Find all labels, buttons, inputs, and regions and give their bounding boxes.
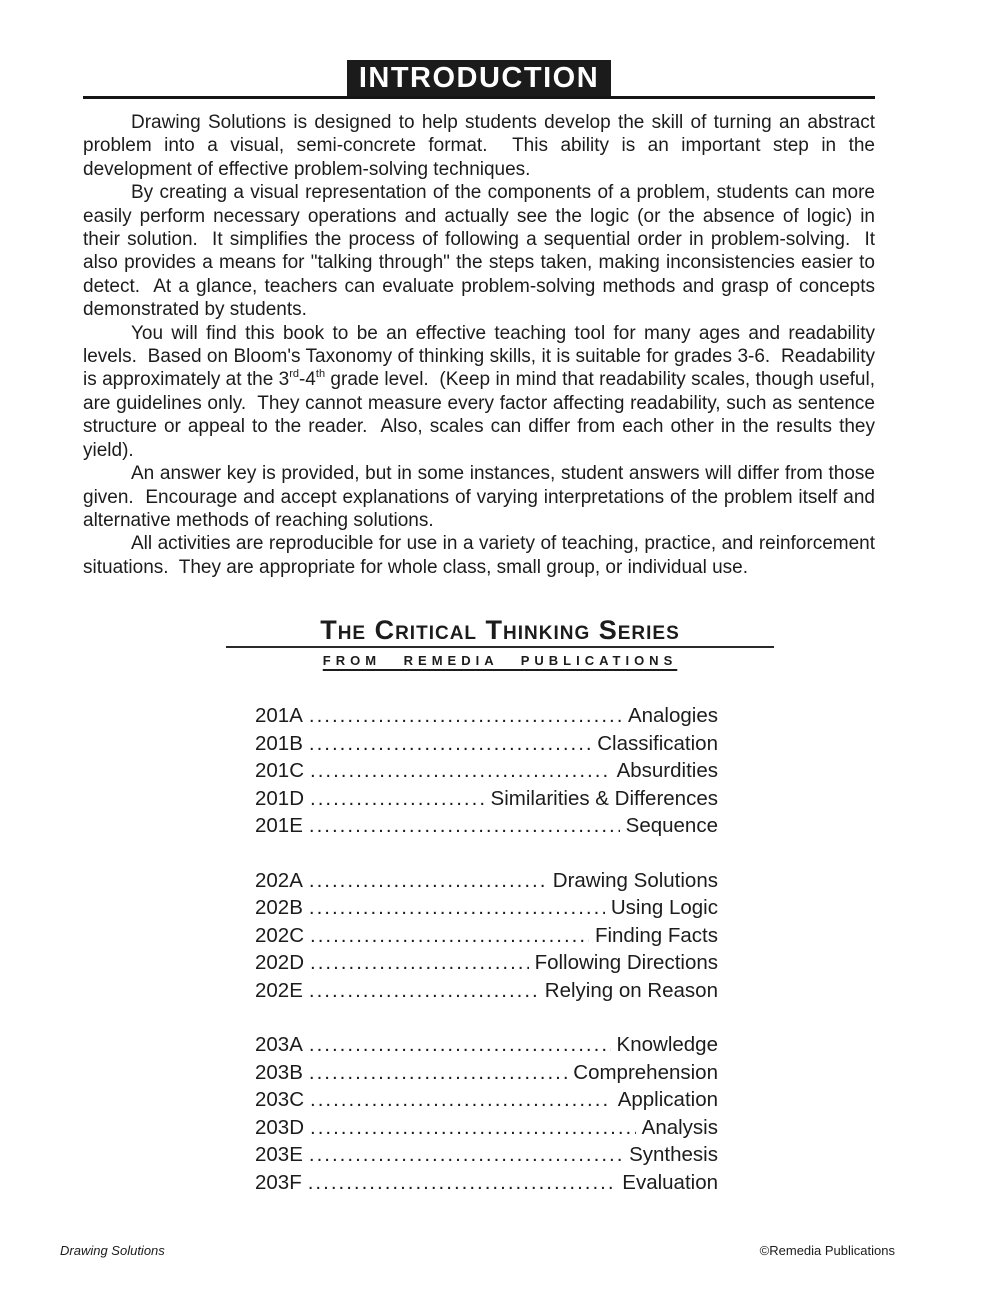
page-header-rule [83,60,875,99]
dotted-leader [309,812,620,840]
dotted-leader [310,1086,612,1114]
series-item-code: 203B [255,1060,303,1084]
series-item-title: Comprehension [573,1060,718,1084]
dotted-leader [309,1059,567,1087]
series-item-code: 202A [255,868,303,892]
series-item-code: 203A [255,1033,303,1057]
series-item-title: Sequence [625,814,718,838]
series-item-title: Following Directions [534,951,718,975]
series-item-title: Drawing Solutions [552,868,718,892]
series-item-title: Evaluation [622,1170,718,1194]
dotted-leader [308,1169,617,1197]
paragraph-3-text: grade level. (Keep in mind that readability scales, though useful, are guidelines only. They cannot measure every factor affecting readability, such as sentence structure or appeal to the reader. Also, scales can differ from each other in the results they yield). [83,369,881,461]
series-item-code: 202C [255,923,305,947]
list-item [255,757,718,785]
series-item-code: 201B [255,731,303,755]
paragraph-5: All activities are reproducible for use in a variety of teaching, practice, and reinforcement situations. They are appropriate for whole class, small group, or individual use. [83,533,881,578]
dotted-leader [309,1141,623,1169]
dotted-leader [309,1031,611,1059]
paragraph-4: An answer key is provided, but in some instances, student answers will differ from those given. Encourage and accept explanations of varying interpretations of the problem itself and alternative methods of reaching solutions. [83,463,881,531]
series-title: The Critical Thinking Series [320,615,680,646]
series-heading-block [0,615,1000,668]
dotted-leader [310,757,611,785]
dotted-leader [310,922,589,950]
dotted-leader [309,730,591,758]
series-subtitle: FROM REMEDIA PUBLICATIONS [322,653,678,669]
list-item [255,949,718,977]
series-item-title: Analogies [627,704,718,728]
paragraph-2: By creating a visual representation of the components of a problem, students can more easily perform necessary operations and actually see the logic (or the absence of logic) in their solution. It simplifies the process of following a sequential order in problem-solving. It also provides a means for "talking through" the steps taken, making inconsistencies easier to detect. At a glance, teachers can evaluate problem-solving methods and grasp of concepts demonstrated by students. [83,182,881,321]
paragraph-3 [83,322,881,462]
dotted-leader [309,867,547,895]
list-item [255,812,718,840]
list-item [255,1031,718,1059]
dotted-leader [309,977,539,1005]
page-title: INTRODUCTION [347,60,611,96]
series-group-202 [255,867,718,1005]
series-item-title: Synthesis [629,1143,718,1167]
list-item [255,785,718,813]
series-item-code: 202E [255,978,303,1002]
list-item [255,730,718,758]
list-item [255,1114,718,1142]
series-item-title: Relying on Reason [544,978,718,1002]
series-item-code: 202B [255,896,303,920]
series-item-title: Using Logic [610,896,718,920]
footer-copyright: ©Remedia Publications [759,1243,895,1258]
series-item-title: Application [617,1088,718,1112]
series-item-code: 201E [255,814,303,838]
series-item-title: Classification [597,731,718,755]
dotted-leader [310,1114,636,1142]
list-item [255,1169,718,1197]
series-item-title: Finding Facts [594,923,718,947]
series-item-code: 203F [255,1170,302,1194]
series-item-code: 203D [255,1115,305,1139]
series-item-code: 201A [255,704,303,728]
series-item-title: Absurdities [616,759,718,783]
list-item [255,894,718,922]
paragraph-3-text: You will find this book to be an effective teaching tool for many ages and readability levels. Based on Bloom's Taxonomy of thinking skills, it is suitable for grades 3-6. Readability is approximately at the 3 [83,322,881,391]
series-item-code: 203E [255,1143,303,1167]
list-item [255,977,718,1005]
dotted-leader [310,785,485,813]
series-rule [226,646,774,648]
list-item [255,922,718,950]
series-group-201 [255,702,718,840]
list-item [255,1141,718,1169]
series-item-title: Analysis [641,1115,718,1139]
dotted-leader [309,894,605,922]
list-item [255,867,718,895]
introduction-body [83,111,881,579]
series-item-code: 201D [255,786,305,810]
list-item [255,1086,718,1114]
series-list [255,702,718,1196]
page-footer [60,1243,895,1258]
footer-book-title: Drawing Solutions [60,1243,165,1258]
list-item [255,1059,718,1087]
paragraph-1: Drawing Solutions is designed to help students develop the skill of turning an abstract problem into a visual, semi-concrete format. This ability is an important step in the development of effective problem-solving techniques. [83,112,881,180]
ordinal-superscript: rd [289,368,299,381]
paragraph-3-text: -4 [298,369,316,391]
series-item-code: 201C [255,759,305,783]
series-item-code: 203C [255,1088,305,1112]
series-item-title: Knowledge [616,1033,718,1057]
dotted-leader [309,702,622,730]
ordinal-superscript: th [315,368,326,381]
series-group-203 [255,1031,718,1196]
dotted-leader [310,949,529,977]
series-item-code: 202D [255,951,305,975]
list-item [255,702,718,730]
series-item-title: Similarities & Differences [490,786,718,810]
